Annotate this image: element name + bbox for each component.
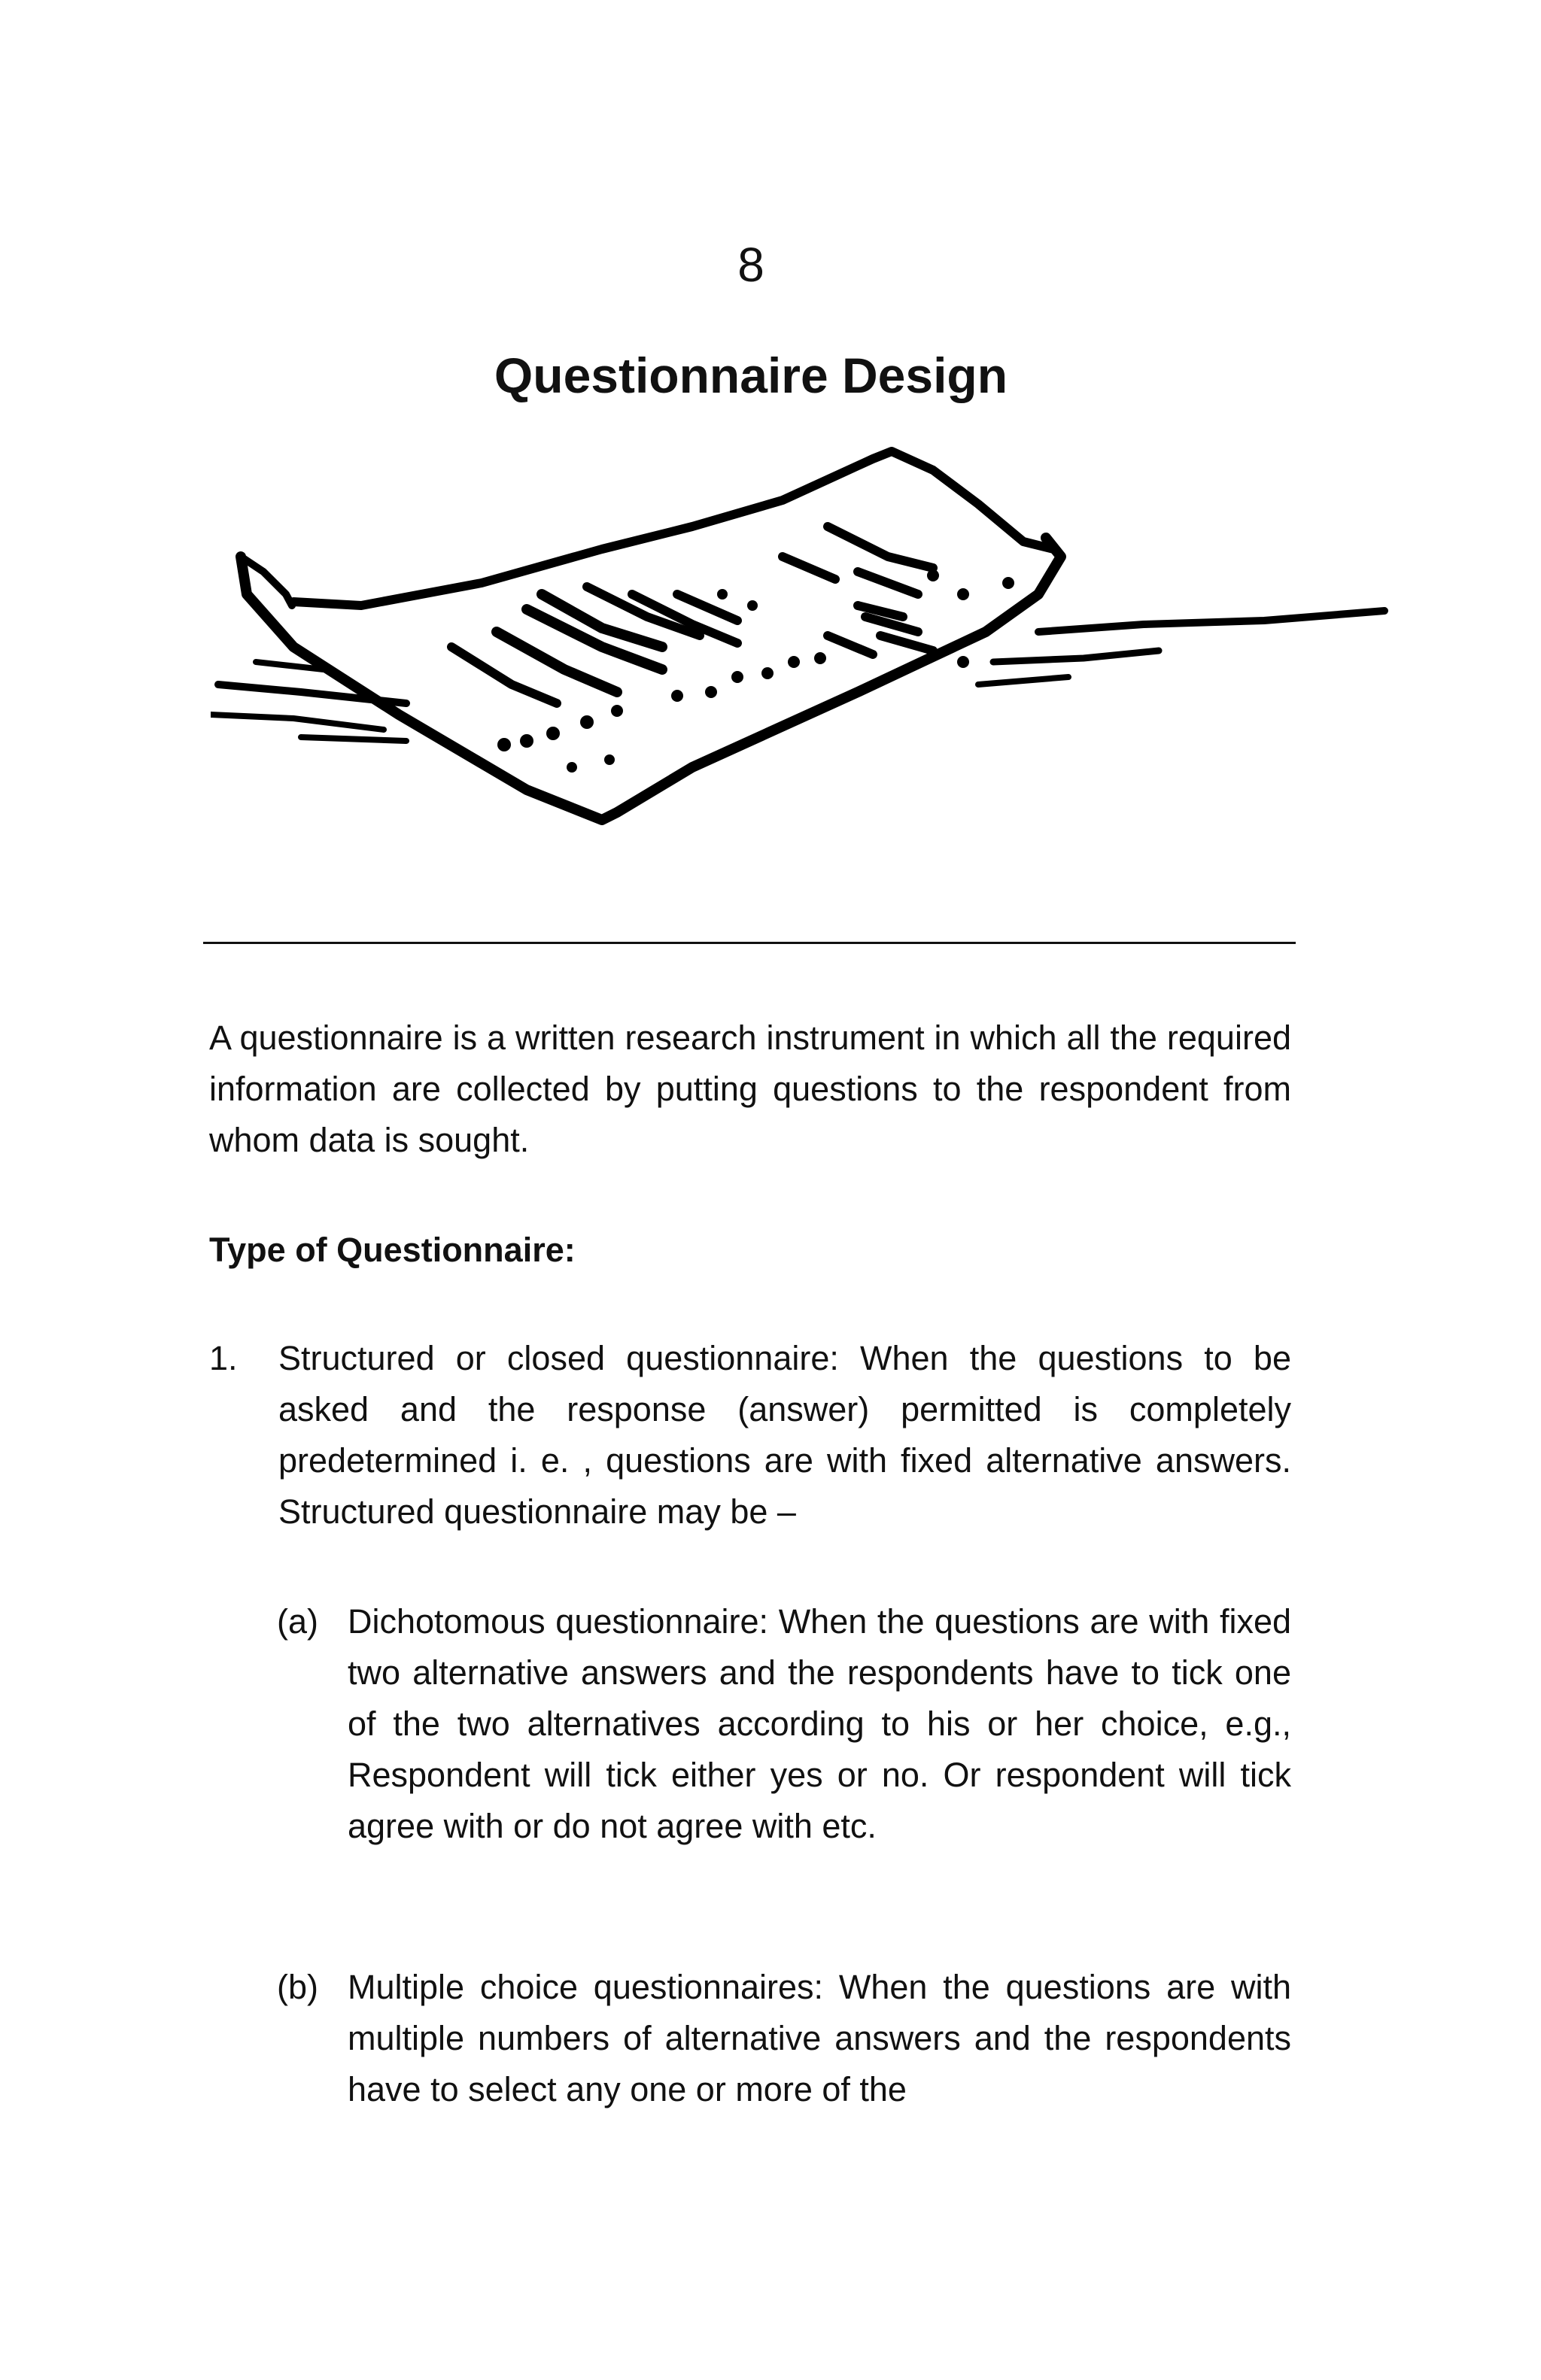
section-heading: Type of Questionnaire:: [209, 1231, 576, 1269]
sub-list-item-marker: (a): [277, 1602, 318, 1641]
intro-paragraph: A questionnaire is a written research instrument in which all the required information are collected by putting questions to the respondent from whom data is sought.: [209, 1018, 1291, 1159]
chapter-number: 8: [737, 238, 764, 292]
sub-list-item-text: Multiple choice questionnaires: When the questions are with multiple numbers of alternative answers and the respondents have to select any one or more of the: [348, 1968, 1291, 2108]
sub-list-item-text: Dichotomous questionnaire: When the questions are with fixed two alternative answers and the respondents have to tick one of the two alternatives according to his or her choice, e.g., Respondent will tick either yes or no. Or respondent will tick agree with or do not agree with etc.: [348, 1602, 1291, 1845]
list-item-marker: 1.: [209, 1339, 238, 1377]
chapter-title: Questionnaire Design: [494, 348, 1008, 403]
list-item-text: Structured or closed questionnaire: When the questions to be asked and the response (answer) permitted is completely predetermined i. e. , questions are with fixed alternative answers. Structured questionnaire may be –: [278, 1339, 1291, 1531]
divider-line: [203, 942, 1296, 944]
sub-list-item-marker: (b): [277, 1968, 318, 2006]
questionnaire-paper-sketch-icon: [211, 444, 1400, 827]
